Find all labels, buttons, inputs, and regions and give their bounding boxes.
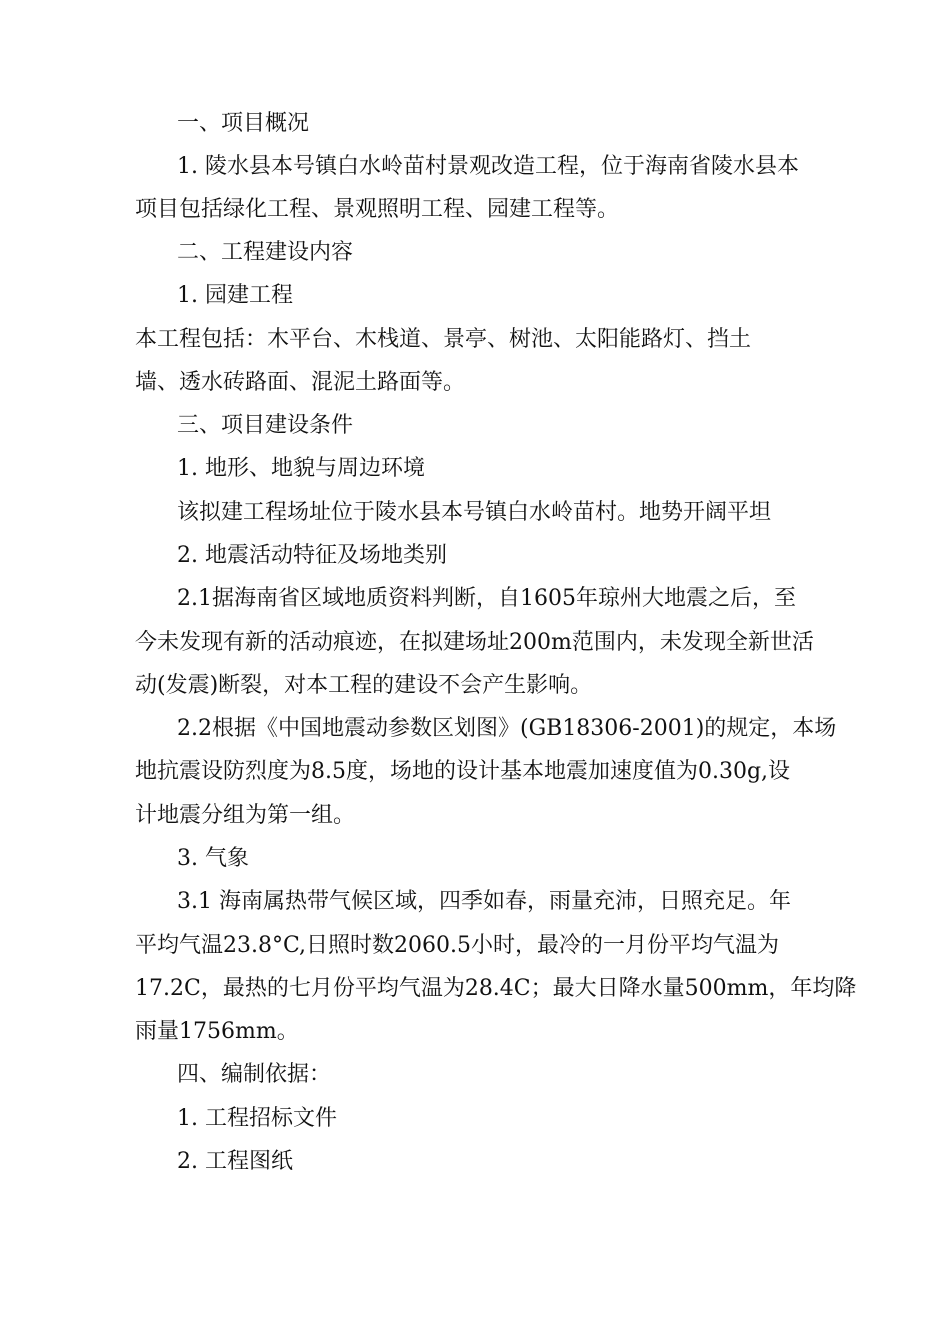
- paragraph-line: 该拟建工程场址位于陵水县本号镇白水岭苗村。地势开阔平坦: [177, 500, 772, 525]
- subheading: 1. 园建工程: [177, 283, 293, 308]
- paragraph-line: 地抗震设防烈度为8.5度，场地的设计基本地震加速度值为0.30g,设: [135, 759, 791, 784]
- paragraph-line: 17.2C，最热的七月份平均气温为28.4C；最大日降水量500mm，年均降: [135, 976, 857, 1001]
- list-item: 2. 工程图纸: [177, 1149, 293, 1174]
- paragraph-line: 今未发现有新的活动痕迹，在拟建场址200m范围内，未发现全新世活: [135, 630, 814, 655]
- section-heading-4: 四、编制依据：: [177, 1062, 332, 1087]
- paragraph-line: 3.1 海南属热带气候区域，四季如春，雨量充沛，日照充足。年: [177, 889, 791, 914]
- section-heading-3: 三、项目建设条件: [177, 413, 354, 438]
- list-item: 1. 工程招标文件: [177, 1106, 337, 1131]
- paragraph-line: 计地震分组为第一组。: [135, 803, 356, 828]
- paragraph-line: 2.1据海南省区域地质资料判断，自1605年琼州大地震之后，至: [177, 586, 796, 611]
- subheading: 1. 地形、地貌与周边环境: [177, 456, 425, 481]
- paragraph-line: 雨量1756mm。: [135, 1019, 299, 1044]
- subheading: 3. 气象: [177, 846, 249, 871]
- paragraph-line: 平均气温23.8°C,日照时数2060.5小时，最冷的一月份平均气温为: [135, 933, 780, 958]
- paragraph-line: 项目包括绿化工程、景观照明工程、园建工程等。: [135, 197, 620, 222]
- paragraph-line: 动(发震)断裂，对本工程的建设不会产生影响。: [135, 673, 593, 698]
- section-heading-2: 二、工程建设内容: [177, 240, 354, 265]
- paragraph-line: 2.2根据《中国地震动参数区划图》(GB18306-2001)的规定，本场: [177, 716, 837, 741]
- subheading: 2. 地震活动特征及场地类别: [177, 543, 447, 568]
- paragraph-line: 本工程包括：木平台、木栈道、景亭、树池、太阳能路灯、挡土: [135, 327, 752, 352]
- section-heading-1: 一、项目概况: [177, 111, 310, 136]
- paragraph-line: 1. 陵水县本号镇白水岭苗村景观改造工程，位于海南省陵水县本: [177, 154, 799, 179]
- paragraph-line: 墙、透水砖路面、混泥土路面等。: [135, 370, 466, 395]
